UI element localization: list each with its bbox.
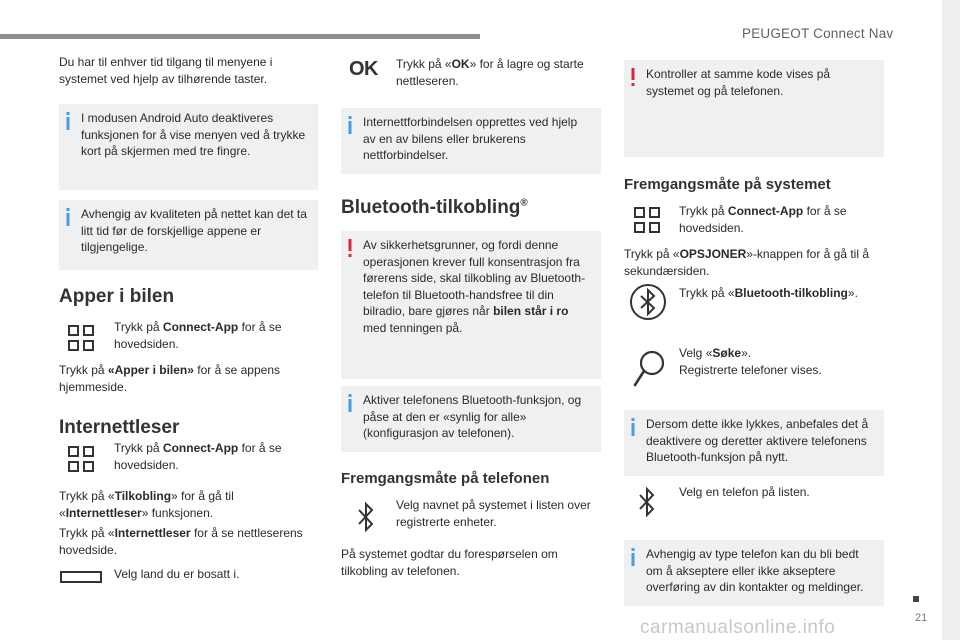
info-box-network bbox=[59, 200, 318, 270]
ok-step: Trykk på «OK» for å lagre og starte nettleseren. bbox=[396, 57, 584, 88]
grid-icon bbox=[68, 446, 94, 472]
section-heading-phone: Fremgangsmåte på telefonen bbox=[341, 470, 550, 487]
minus-icon bbox=[60, 571, 102, 583]
section-heading-browser: Internettleser bbox=[59, 417, 180, 438]
info-box-contacts bbox=[624, 540, 884, 606]
intro-text: Du har til enhver tid tilgang til menyene i systemet ved hjelp av tilhørende taster. bbox=[59, 55, 273, 86]
info-icon bbox=[347, 116, 353, 134]
info-box-activate bbox=[341, 386, 601, 452]
section-heading-apps: Apper i bilen bbox=[59, 286, 175, 307]
browser-step-4: Velg land du er bosatt i. bbox=[114, 567, 240, 581]
info-text: Aktiver telefonens Bluetooth-funksjon, og påse at den er «synlig for alle» (konfigurasjon av telefonen). bbox=[363, 393, 582, 440]
ok-icon: OK bbox=[349, 58, 378, 80]
browser-step-3: Trykk på «Internettleser for å se nettleserens hovedside. bbox=[59, 526, 303, 557]
page-number: 21 bbox=[915, 612, 928, 624]
info-icon bbox=[65, 112, 71, 130]
phone-step-1: Velg navnet på systemet i listen over registrerte enheter. bbox=[396, 498, 591, 529]
warning-box-code bbox=[624, 60, 884, 157]
system-step-5: Velg en telefon på listen. bbox=[679, 485, 810, 499]
warning-icon bbox=[347, 239, 353, 257]
info-text: Internettforbindelsen opprettes ved hjelp av en av bilens eller brukerens nettforbindelser. bbox=[363, 115, 578, 162]
section-heading-system: Fremgangsmåte på systemet bbox=[624, 176, 831, 193]
info-icon bbox=[65, 208, 71, 226]
info-box-retry bbox=[624, 410, 884, 476]
top-bar bbox=[0, 34, 480, 39]
bluetooth-icon bbox=[357, 500, 375, 536]
warning-icon bbox=[630, 68, 636, 86]
warning-text: Kontroller at samme kode vises på systemet og på telefonen. bbox=[646, 67, 831, 98]
info-icon bbox=[347, 394, 353, 412]
watermark: carmanualsonline.info bbox=[640, 617, 836, 638]
info-box-android-auto bbox=[59, 104, 318, 190]
bluetooth-circle-icon bbox=[628, 282, 668, 322]
system-step-1: Trykk på Connect-App for å se hovedsiden. bbox=[679, 204, 847, 235]
right-margin-bar bbox=[942, 0, 960, 640]
browser-step-2: Trykk på «Tilkobling» for å gå til «Internettleser» funksjonen. bbox=[59, 489, 234, 520]
info-text: I modusen Android Auto deaktiveres funksjonen for å vise menyen ved å trykke kort på skjermen med tre fingre. bbox=[81, 111, 306, 158]
system-step-3: Trykk på «Bluetooth-tilkobling». bbox=[679, 286, 858, 300]
continue-marker bbox=[913, 596, 919, 602]
header-title: PEUGEOT Connect Nav bbox=[742, 26, 894, 41]
apps-step-1: Trykk på Connect-App for å se hovedsiden. bbox=[114, 320, 282, 351]
info-text: Avhengig av kvaliteten på nettet kan det ta litt tid før de forskjellige appene er tilgjengelige. bbox=[81, 207, 307, 254]
info-text: Dersom dette ikke lykkes, anbefales det å deaktivere og deretter aktivere telefonens Bluetooth-funksjon på nytt. bbox=[646, 417, 869, 464]
search-icon bbox=[632, 350, 666, 388]
apps-step-2: Trykk på «Apper i bilen» for å se appens hjemmeside. bbox=[59, 363, 280, 394]
info-icon bbox=[630, 418, 636, 436]
info-text: Avhengig av type telefon kan du bli bedt om å akseptere eller ikke akseptere overføring av din kontakter og meldinger. bbox=[646, 547, 864, 594]
info-box-internet bbox=[341, 108, 601, 174]
info-icon bbox=[630, 548, 636, 566]
warning-box-safety bbox=[341, 231, 601, 379]
bluetooth-icon bbox=[638, 485, 656, 521]
browser-step-1: Trykk på Connect-App for å se hovedsiden. bbox=[114, 441, 282, 472]
system-step-4: Velg «Søke». Registrerte telefoner vises. bbox=[679, 346, 822, 377]
grid-icon bbox=[68, 325, 94, 351]
phone-step-2: På systemet godtar du forespørselen om tilkobling av telefonen. bbox=[341, 547, 558, 578]
grid-icon bbox=[634, 207, 660, 233]
section-heading-bluetooth: Bluetooth-tilkobling® bbox=[341, 197, 528, 218]
system-step-2: Trykk på «OPSJONER»-knappen for å gå til å sekundærsiden. bbox=[624, 247, 870, 278]
warning-text: Av sikkerhetsgrunner, og fordi denne operasjonen krever full konsentrasjon fra førerens side, skal tilkobling av Bluetooth-telefon til Bluetooth-handsfree til din bilradio, bare gjøres når bilen står i ro med tenningen på. bbox=[363, 238, 586, 335]
